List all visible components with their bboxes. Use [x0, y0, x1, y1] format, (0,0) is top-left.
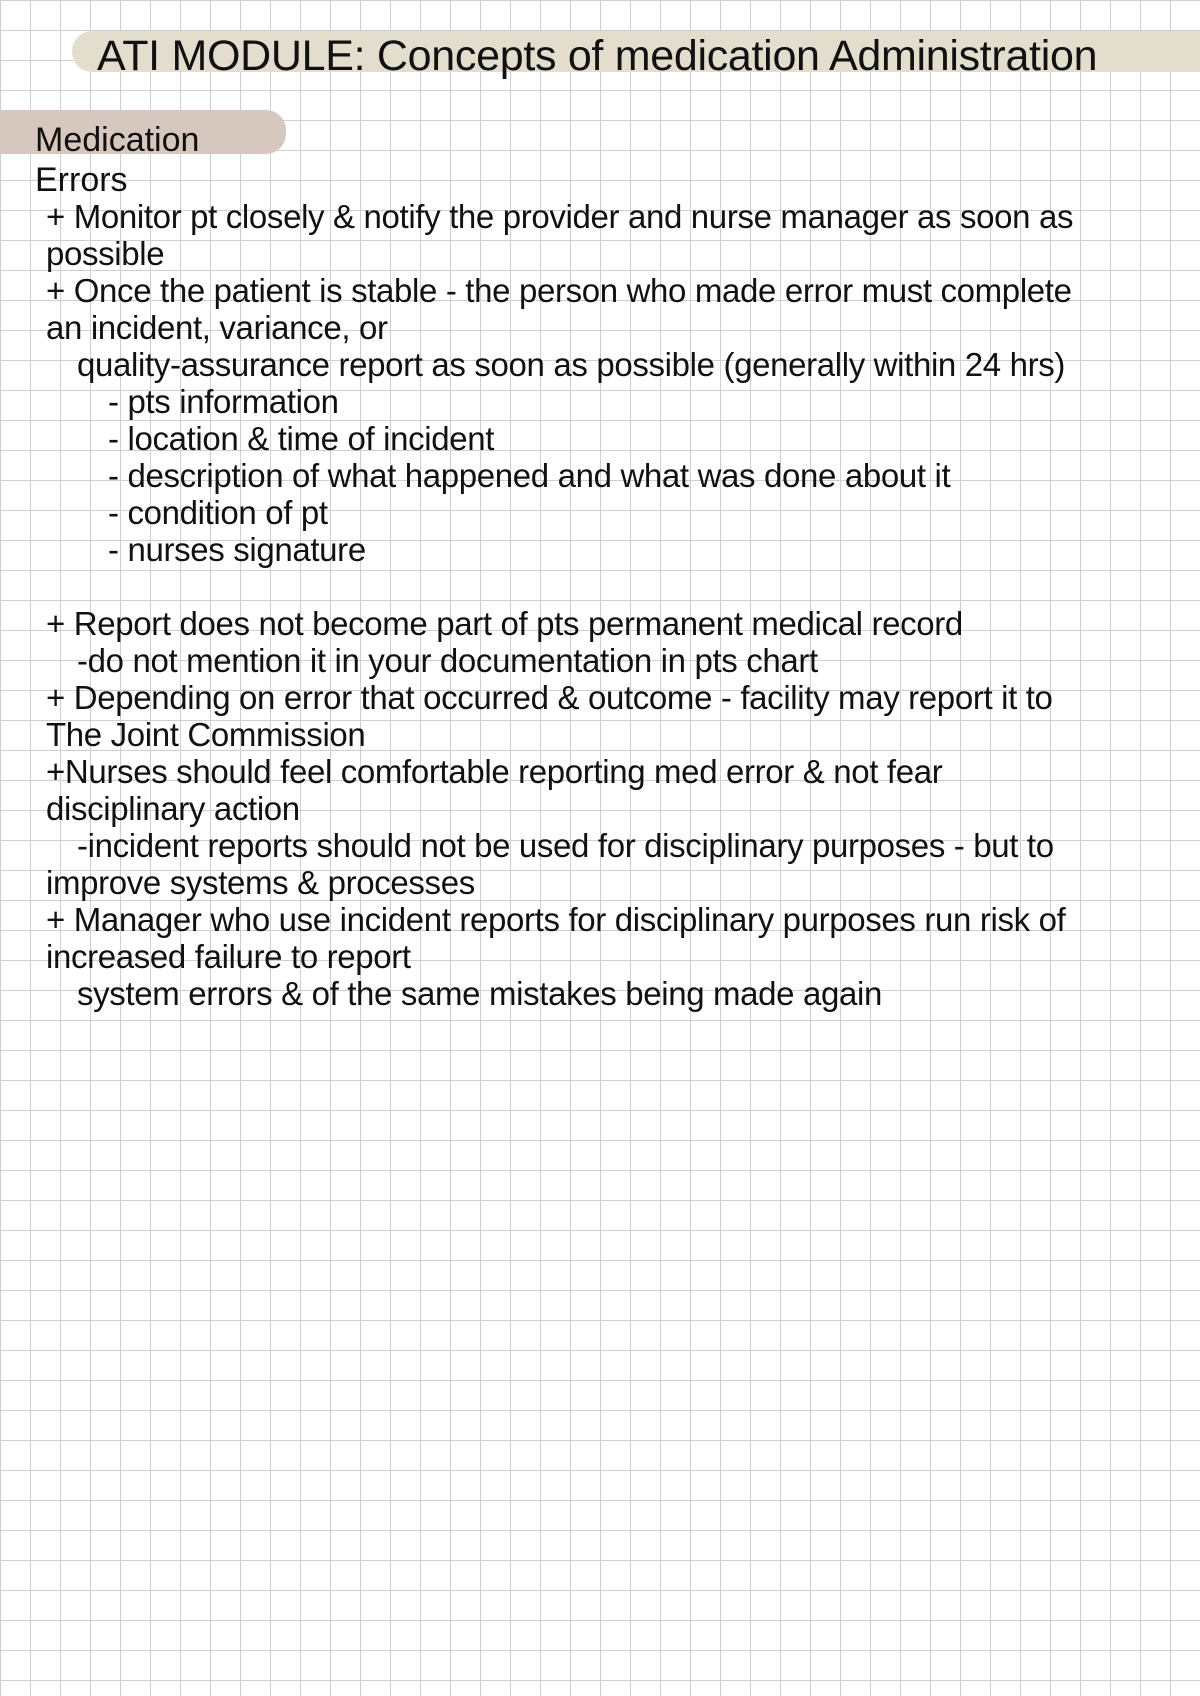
- note-line: +Nurses should feel comfortable reporting med error & not fear: [46, 753, 943, 790]
- section-heading: [35, 120, 199, 200]
- page-title: ATI MODULE: Concepts of medication Administration: [97, 32, 1098, 80]
- note-line: possible: [46, 235, 165, 272]
- note-line: The Joint Commission: [46, 716, 366, 753]
- note-line: - description of what happened and what was done about it: [108, 457, 951, 494]
- note-line: - condition of pt: [108, 494, 328, 531]
- note-line: increased failure to report: [46, 938, 411, 975]
- note-line: disciplinary action: [46, 790, 300, 827]
- note-line: improve systems & processes: [46, 864, 475, 901]
- note-line: -incident reports should not be used for disciplinary purposes - but to: [77, 827, 1054, 864]
- note-line: - pts information: [108, 383, 339, 420]
- note-line: - location & time of incident: [108, 420, 495, 457]
- note-line: + Manager who use incident reports for disciplinary purposes run risk of: [46, 901, 1066, 938]
- section-heading-line-1: Medication: [35, 121, 200, 159]
- note-line: + Monitor pt closely & notify the provider and nurse manager as soon as: [46, 198, 1074, 235]
- note-line: + Once the patient is stable - the person who made error must complete: [46, 272, 1072, 309]
- note-line: -do not mention it in your documentation in pts chart: [77, 642, 818, 679]
- note-line: - nurses signature: [108, 531, 366, 568]
- note-line: an incident, variance, or: [46, 309, 388, 346]
- note-line: system errors & of the same mistakes being made again: [77, 975, 882, 1012]
- section-heading-line-2: Errors: [35, 161, 128, 199]
- note-line: quality-assurance report as soon as possible (generally within 24 hrs): [77, 346, 1066, 383]
- note-line: + Depending on error that occurred & outcome - facility may report it to: [46, 679, 1053, 716]
- note-line: + Report does not become part of pts permanent medical record: [46, 605, 963, 642]
